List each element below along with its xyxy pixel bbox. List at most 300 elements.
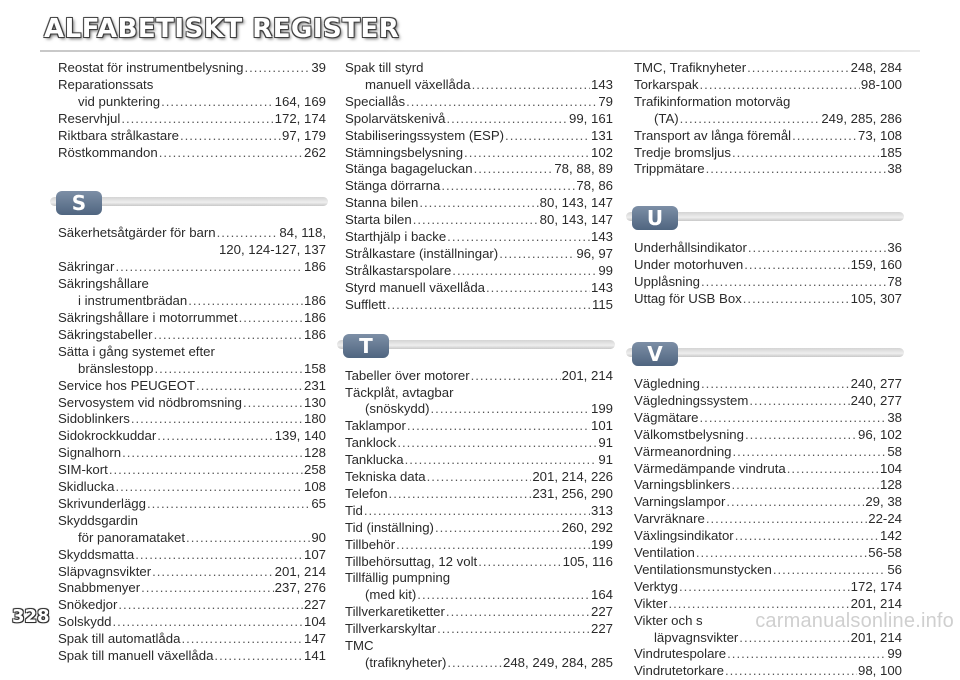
index-entry	[345, 161, 613, 178]
entry-pages: 180	[303, 411, 326, 427]
index-entry	[58, 496, 326, 513]
entry-pages: 143	[590, 76, 613, 92]
index-entry	[58, 310, 326, 327]
dot-leader	[406, 94, 597, 111]
entry-pages: 262	[303, 144, 326, 160]
entry-pages: 143	[590, 279, 613, 295]
index-entry-text: Sätta i gång systemet efter	[58, 343, 215, 359]
entry-pages: 201, 214	[850, 629, 902, 645]
entry-pages: 186	[303, 309, 326, 325]
entry-term: Reservhjul	[58, 110, 121, 126]
section-letter: U	[646, 206, 664, 231]
index-entry	[58, 445, 326, 462]
index-entry	[58, 411, 326, 428]
entry-pages: 141	[303, 648, 326, 664]
entry-term: läpvagnsvikter	[654, 629, 739, 645]
dot-leader	[214, 648, 303, 665]
entry-list	[634, 240, 902, 308]
index-entry-text: Skyddsgardin	[58, 512, 138, 528]
dot-leader	[732, 145, 879, 162]
entry-pages: 164, 169	[274, 93, 326, 109]
index-entry	[345, 94, 613, 111]
index-entry	[634, 444, 902, 461]
index-entry	[58, 462, 326, 479]
entry-term: i instrumentbrädan	[78, 293, 188, 309]
index-entry	[634, 393, 902, 410]
entry-pages: 78	[887, 274, 902, 290]
index-entry	[634, 274, 902, 291]
index-entry	[634, 111, 902, 128]
entry-term: Tabeller över motorer	[345, 367, 470, 383]
dot-leader	[154, 327, 303, 344]
entry-pages: 73, 108	[858, 127, 902, 143]
entry-term: (med kit)	[365, 587, 417, 603]
index-entry	[58, 94, 326, 111]
entry-pages: 80, 143, 147	[539, 212, 613, 228]
entry-pages: 107	[303, 546, 326, 562]
entry-term: Säkerhetsåtgärder för barn	[58, 225, 216, 241]
entry-term: för panoramataket	[78, 529, 186, 545]
entry-term: Värmeanordning	[634, 443, 732, 459]
entry-term: Tekniska data	[345, 469, 426, 485]
dot-leader	[446, 111, 568, 128]
entry-pages: 105, 307	[850, 291, 902, 307]
dot-leader	[161, 94, 274, 111]
index-entry	[634, 427, 902, 444]
entry-pages: 201, 214	[274, 563, 326, 579]
index-entry	[345, 212, 613, 229]
entry-term: Tillverkaretiketter	[345, 604, 445, 620]
dot-leader	[364, 503, 590, 520]
section-header-t	[337, 334, 615, 360]
dot-leader	[115, 259, 303, 276]
dot-leader	[407, 418, 590, 435]
entry-pages: 199	[590, 401, 613, 417]
index-entry	[634, 128, 902, 145]
dot-leader	[118, 597, 303, 614]
entry-term: Tid	[345, 502, 363, 518]
index-entry	[634, 528, 902, 545]
page-title: ALFABETISKT REGISTER	[44, 14, 400, 44]
entry-term: Välkomstbelysning	[634, 426, 744, 442]
index-entry	[58, 378, 326, 395]
entry-term: Varningsblinkers	[634, 477, 731, 493]
index-entry	[634, 461, 902, 478]
entry-pages: 56-58	[868, 545, 902, 561]
dot-leader	[122, 445, 303, 462]
entry-term: Solskydd	[58, 614, 112, 630]
entry-term: Underhållsindikator	[634, 240, 747, 256]
entry-term: Skyddsmatta	[58, 546, 135, 562]
dot-leader	[243, 395, 303, 412]
entry-term: Transport av långa föremål	[634, 127, 792, 143]
index-entry-text: Trafikinformation motorväg	[634, 93, 791, 109]
entry-term: Vägmätare	[634, 409, 699, 425]
entry-term: Varningslampor	[634, 494, 726, 510]
index-entry	[58, 580, 326, 597]
dot-leader	[396, 537, 590, 554]
dot-leader	[115, 479, 303, 496]
index-entry	[634, 376, 902, 393]
entry-term: Uttag för USB Box	[634, 291, 742, 307]
index-entry-text: Spak till styrd	[345, 60, 424, 75]
dot-leader	[680, 111, 821, 128]
dot-leader	[447, 229, 590, 246]
entry-term: Vägledningssystem	[634, 392, 749, 408]
entry-pages: 240, 277	[850, 375, 902, 391]
entry-term: Trippmätare	[634, 161, 705, 177]
watermark: carmanualsonline.info	[755, 610, 954, 632]
entry-term: Stanna bilen	[345, 195, 419, 211]
entry-list	[634, 376, 902, 680]
entry-pages: 128	[879, 477, 902, 493]
index-entry	[58, 60, 326, 77]
entry-term: Skrivunderlägg	[58, 495, 146, 511]
entry-list	[345, 368, 613, 672]
dot-leader	[131, 411, 303, 428]
index-entry-text: Tillfällig pumpning	[345, 570, 451, 586]
index-entry	[58, 648, 326, 665]
index-entry	[58, 293, 326, 310]
entry-term: Växlingsindikator	[634, 528, 734, 544]
entry-pages: 58	[887, 443, 902, 459]
entry-pages: 91	[598, 435, 613, 451]
index-entry	[58, 259, 326, 276]
index-entry	[345, 655, 613, 672]
entry-pages: 99	[887, 646, 902, 662]
entry-pages: 201, 214	[850, 595, 902, 611]
dot-leader	[733, 444, 887, 461]
entry-term: Varvräknare	[634, 511, 705, 527]
index-entry	[345, 77, 613, 94]
dot-leader	[749, 393, 849, 410]
dot-leader	[239, 310, 303, 327]
entry-term: bränslestopp	[78, 360, 154, 376]
index-entry	[58, 225, 326, 242]
index-entry	[58, 530, 326, 547]
entry-term: Släpvagnsvikter	[58, 563, 152, 579]
index-entry	[634, 579, 902, 596]
entry-term: Vindrutespolare	[634, 646, 727, 662]
dot-leader	[732, 477, 879, 494]
index-entry-text: Vikter och s	[634, 612, 703, 628]
section-header-u	[626, 206, 904, 232]
entry-term: Sidokrockkuddar	[58, 428, 157, 444]
dot-leader	[773, 562, 887, 579]
entry-term: Service hos PEUGEOT	[58, 377, 196, 393]
dot-leader	[701, 376, 850, 393]
index-entry	[634, 646, 902, 663]
entry-pages: 84, 118,	[279, 225, 326, 241]
entry-pages: 186	[303, 293, 326, 309]
index-entry	[634, 291, 902, 308]
entry-pages: 313	[590, 502, 613, 518]
dot-leader	[188, 293, 303, 310]
dot-leader	[706, 161, 887, 178]
index-entry	[345, 263, 613, 280]
entry-term: (TA)	[654, 110, 679, 126]
dot-leader	[135, 547, 303, 564]
entry-term: Servosystem vid nödbromsning	[58, 394, 242, 410]
index-entry	[634, 60, 902, 77]
entry-term: Tillverkarskyltar	[345, 621, 437, 637]
index-entry	[345, 537, 613, 554]
entry-term: Signalhorn	[58, 445, 122, 461]
dot-leader	[744, 257, 849, 274]
entry-term: Taklampor	[345, 418, 406, 434]
entry-pages: 38	[887, 161, 902, 177]
index-entry	[345, 554, 613, 571]
dot-leader	[727, 646, 886, 663]
dot-leader	[431, 401, 590, 418]
entry-pages: 102	[590, 144, 613, 160]
entry-pages: 260, 292	[561, 519, 613, 535]
entry-term: Vägledning	[634, 375, 700, 391]
entry-term: Vikter	[634, 595, 668, 611]
index-entry	[634, 161, 902, 178]
index-entry	[345, 587, 613, 604]
index-entry-text: 120, 124-127, 137	[218, 242, 326, 258]
dot-leader	[121, 111, 273, 128]
index-entry	[345, 145, 613, 162]
entry-pages: 240, 277	[850, 392, 902, 408]
entry-pages: 39	[311, 60, 326, 75]
entry-term: Stänga dörrarna	[345, 178, 441, 194]
entry-term: (trafiknyheter)	[365, 655, 447, 670]
entry-term: Telefon	[345, 485, 388, 501]
entry-pages: 142	[879, 528, 902, 544]
dot-leader	[472, 77, 590, 94]
entry-term: Stabiliseringssystem (ESP)	[345, 127, 505, 143]
entry-pages: 159, 160	[850, 257, 902, 273]
entry-pages: 164	[590, 587, 613, 603]
dot-leader	[397, 435, 597, 452]
dot-leader	[141, 580, 274, 597]
entry-term: Sidoblinkers	[58, 411, 130, 427]
entry-term: Spolarvätskenivå	[345, 110, 446, 126]
entry-term: Tanklock	[345, 435, 397, 451]
index-entry	[345, 435, 613, 452]
entry-term: Röstkommandon	[58, 144, 158, 160]
index-entry	[345, 401, 613, 418]
dot-leader	[505, 128, 590, 145]
entry-pages: 98, 100	[858, 663, 902, 679]
dot-leader	[474, 161, 554, 178]
title-divider	[40, 50, 920, 52]
entry-term: Under motorhuven	[634, 257, 744, 273]
entry-term: Värmedämpande vindruta	[634, 460, 786, 476]
index-entry	[634, 663, 902, 680]
entry-pages: 227	[590, 621, 613, 637]
dot-leader	[419, 195, 538, 212]
entry-pages: 258	[303, 462, 326, 478]
index-entry	[634, 77, 902, 94]
dot-leader	[499, 246, 575, 263]
index-entry	[345, 280, 613, 297]
entry-term: Skidlucka	[58, 479, 115, 495]
index-entry	[58, 547, 326, 564]
index-entry	[58, 395, 326, 412]
index-entry	[58, 614, 326, 631]
index-column-3	[634, 60, 902, 680]
entry-term: Säkringstabeller	[58, 326, 153, 342]
dot-leader	[435, 520, 561, 537]
dot-leader	[441, 178, 575, 195]
entry-pages: 99, 161	[569, 110, 613, 126]
dot-leader	[679, 579, 850, 596]
dot-leader	[743, 291, 850, 308]
entry-pages: 97, 179	[282, 127, 326, 143]
dot-leader	[180, 128, 281, 145]
entry-term: Starta bilen	[345, 212, 412, 228]
entry-term: Strålkastare (inställningar)	[345, 245, 499, 261]
dot-leader	[387, 297, 591, 314]
entry-pages: 172, 174	[850, 578, 902, 594]
entry-term: Säkringshållare i motorrummet	[58, 309, 238, 325]
entry-pages: 130	[303, 394, 326, 410]
entry-list	[634, 60, 902, 178]
index-entry	[58, 145, 326, 162]
index-entry	[634, 257, 902, 274]
entry-pages: 115	[591, 296, 613, 312]
index-entry	[634, 240, 902, 257]
dot-leader	[217, 225, 279, 242]
entry-pages: 128	[303, 445, 326, 461]
entry-term: Ventilation	[634, 545, 695, 561]
section-letter: V	[647, 341, 663, 366]
index-entry	[634, 145, 902, 162]
index-entry	[345, 246, 613, 263]
dot-leader	[471, 368, 561, 385]
dot-leader	[478, 554, 561, 571]
entry-pages: 101	[590, 418, 613, 434]
entry-pages: 131	[590, 127, 613, 143]
index-entry	[634, 410, 902, 427]
entry-pages: 227	[303, 597, 326, 613]
entry-pages: 96, 102	[858, 426, 902, 442]
index-entry	[634, 562, 902, 579]
dot-leader	[437, 621, 590, 638]
dot-leader	[735, 528, 879, 545]
dot-leader	[196, 378, 303, 395]
dot-leader	[113, 614, 303, 631]
index-entry	[345, 469, 613, 486]
entry-term: SIM-kort	[58, 462, 108, 478]
index-entry	[345, 452, 613, 469]
entry-term: Tredje bromsljus	[634, 144, 731, 160]
entry-pages: 186	[303, 326, 326, 342]
dot-leader	[405, 452, 598, 469]
entry-list	[345, 60, 613, 314]
entry-pages: 29, 38	[865, 494, 902, 510]
entry-pages: 158	[303, 360, 326, 376]
index-entry	[58, 428, 326, 445]
entry-pages: 80, 143, 147	[539, 195, 613, 211]
dot-leader	[389, 486, 532, 503]
entry-term: Vindrutetorkare	[634, 663, 724, 679]
entry-list	[58, 60, 326, 161]
page-number: 328	[12, 606, 50, 627]
entry-term: Upplåsning	[634, 274, 700, 290]
entry-term: TMC, Trafiknyheter	[634, 60, 747, 75]
entry-term: Riktbara strålkastare	[58, 127, 179, 143]
entry-pages: 199	[590, 536, 613, 552]
entry-pages: 98-100	[860, 76, 902, 92]
index-entry	[634, 477, 902, 494]
dot-leader	[787, 461, 879, 478]
entry-term: Stänga bagageluckan	[345, 161, 473, 177]
section-letter: S	[71, 191, 87, 216]
index-entry	[634, 545, 902, 562]
index-entry	[345, 418, 613, 435]
index-entry	[345, 111, 613, 128]
index-entry	[345, 229, 613, 246]
dot-leader	[186, 530, 310, 547]
entry-pages: 79	[598, 93, 613, 109]
entry-term: Sufflett	[345, 296, 386, 312]
entry-pages: 186	[303, 259, 326, 275]
index-entry	[634, 494, 902, 511]
dot-leader	[159, 145, 303, 162]
dot-leader	[486, 280, 590, 297]
index-column-2	[345, 60, 613, 672]
entry-pages: 90	[311, 529, 326, 545]
entry-pages: 172, 174	[274, 110, 326, 126]
entry-pages: 99	[598, 262, 613, 278]
entry-list	[58, 225, 326, 665]
entry-term: Tanklucka	[345, 452, 404, 468]
entry-pages: 201, 214	[561, 367, 613, 383]
index-entry	[345, 604, 613, 621]
index-entry-text: Reparationssats	[58, 76, 154, 92]
entry-pages: 78, 86	[576, 178, 613, 194]
entry-pages: 185	[879, 144, 902, 160]
index-entry	[58, 597, 326, 614]
dot-leader	[464, 145, 590, 162]
dot-leader	[447, 655, 502, 672]
entry-term: Tid (inställning)	[345, 519, 434, 535]
dot-leader	[109, 462, 303, 479]
entry-term: Strålkastarspolare	[345, 262, 452, 278]
entry-pages: 139, 140	[274, 428, 326, 444]
dot-leader	[147, 496, 310, 513]
entry-pages: 96, 97	[576, 245, 613, 261]
index-entry	[634, 511, 902, 528]
entry-pages: 65	[311, 495, 326, 511]
index-entry	[345, 368, 613, 385]
entry-term: Tillbehör	[345, 536, 396, 552]
dot-leader	[745, 427, 857, 444]
dot-leader	[413, 212, 539, 229]
index-entry	[345, 178, 613, 195]
index-entry	[58, 111, 326, 128]
entry-term: Speciallås	[345, 93, 406, 109]
entry-pages: 237, 276	[274, 580, 326, 596]
entry-pages: 249, 285, 286	[821, 110, 902, 126]
entry-pages: 201, 214, 226	[532, 469, 613, 485]
entry-pages: 91	[598, 452, 613, 468]
index-entry	[345, 503, 613, 520]
index-entry	[58, 327, 326, 344]
index-entry	[345, 520, 613, 537]
dot-leader	[417, 587, 590, 604]
entry-term: Snökedjor	[58, 597, 118, 613]
entry-term: manuell växellåda	[365, 76, 471, 92]
entry-pages: 36	[887, 240, 902, 256]
index-entry	[345, 195, 613, 212]
entry-pages: 104	[303, 614, 326, 630]
entry-pages: 108	[303, 479, 326, 495]
